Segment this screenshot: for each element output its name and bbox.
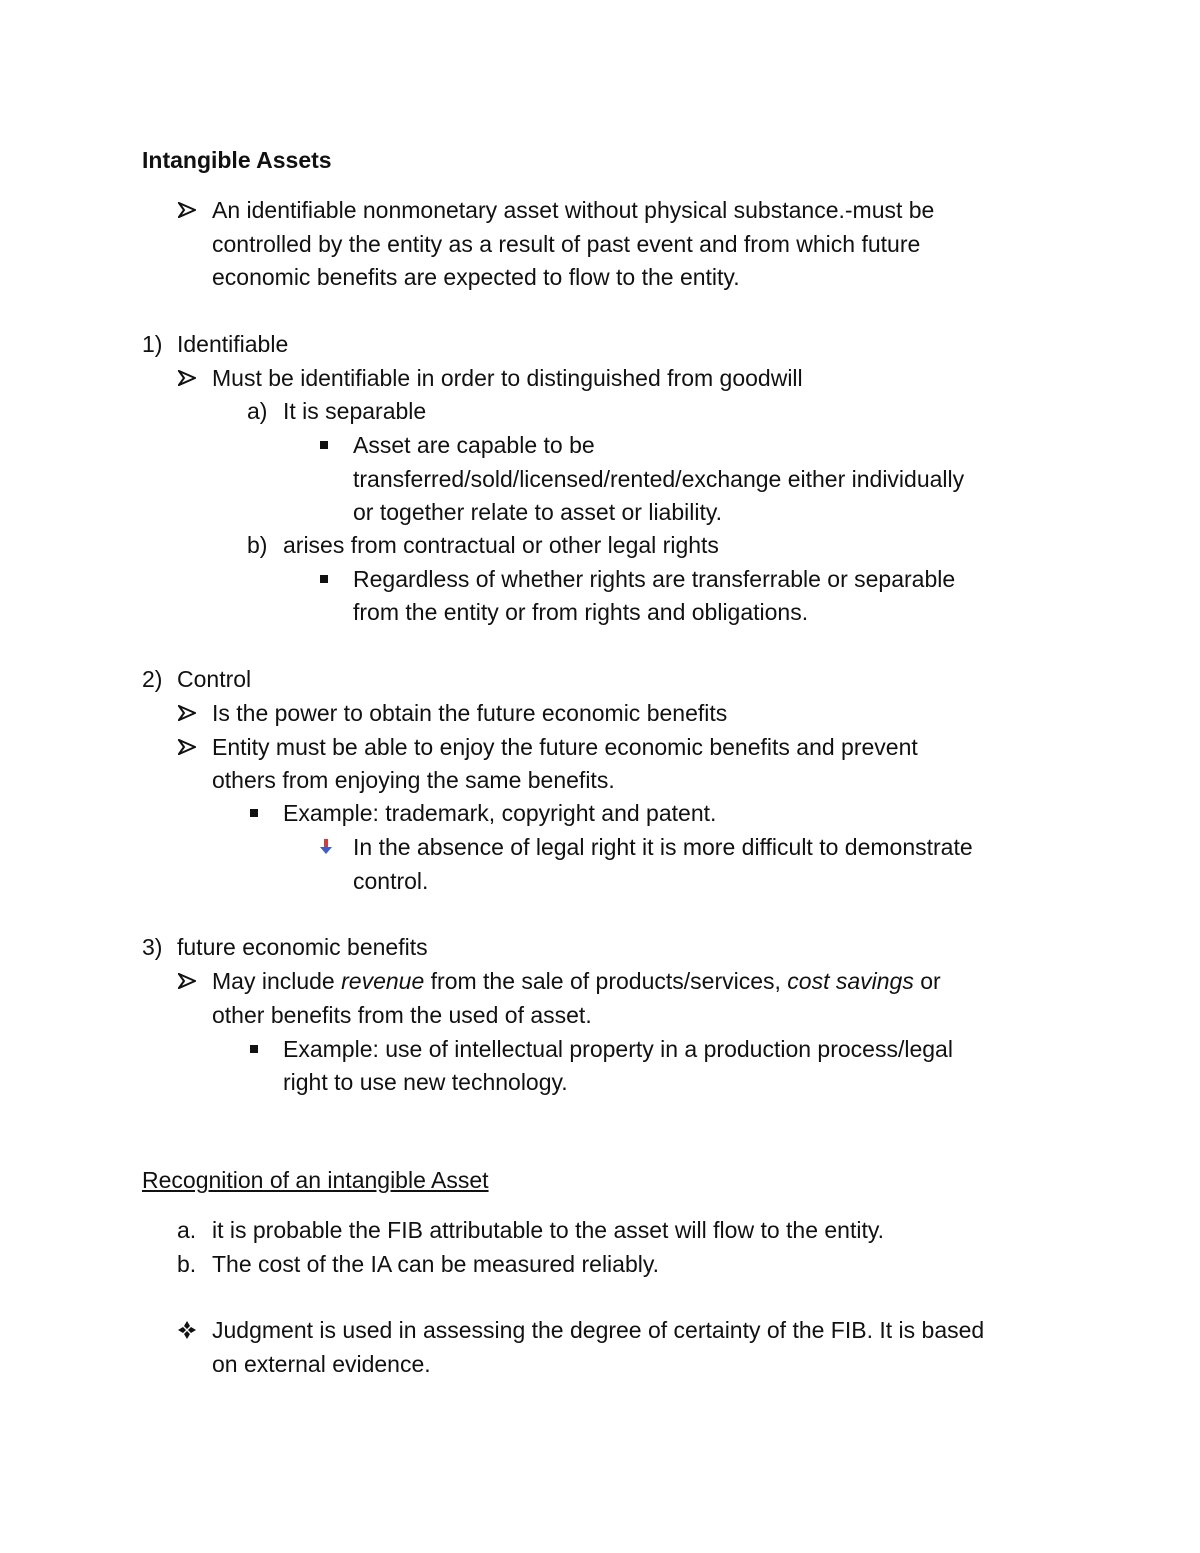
recognition-heading: Recognition of an intangible Asset xyxy=(142,1167,489,1193)
recognition-item-a: it is probable the FIB attributable to the asset will flow to the entity. xyxy=(212,1217,885,1243)
benefits-example-line-1: Example: use of intellectual property in a production process/legal xyxy=(283,1036,953,1062)
section-heading-control: Control xyxy=(177,666,252,692)
benefits-text-part: or xyxy=(913,968,941,994)
section-heading-future-benefits: future economic benefits xyxy=(177,934,428,960)
judgment-line-2: on external evidence. xyxy=(212,1351,431,1377)
recognition-item-b: The cost of the IA can be measured reliably. xyxy=(212,1251,660,1277)
sub-letter: a) xyxy=(247,398,268,424)
control-example: Example: trademark, copyright and patent. xyxy=(283,800,717,826)
benefits-bullet-line-2: other benefits from the used of asset. xyxy=(212,1002,592,1028)
benefits-example-line-2: right to use new technology. xyxy=(283,1069,568,1095)
sub-item-legal-rights: arises from contractual or other legal rights xyxy=(283,532,719,558)
control-bullet-2-line-1: Entity must be able to enjoy the future economic benefits and prevent xyxy=(212,734,918,760)
section-number: 3) xyxy=(142,934,163,960)
section-heading-identifiable: Identifiable xyxy=(177,331,289,357)
benefits-text-part: May include xyxy=(212,968,342,994)
judgment-line-1: Judgment is used in assessing the degree of certainty of the FIB. It is based xyxy=(212,1317,985,1343)
definition-line-3: economic benefits are expected to flow to the entity. xyxy=(212,264,740,290)
definition-line-1: An identifiable nonmonetary asset without physical substance.-must be xyxy=(212,197,935,223)
separable-detail-line-1: Asset are capable to be xyxy=(353,432,595,458)
revenue-emphasis: revenue xyxy=(341,968,425,994)
separable-detail-line-3: or together relate to asset or liability. xyxy=(353,499,723,525)
control-bullet-2-line-2: others from enjoying the same benefits. xyxy=(212,767,615,793)
sub-item-separable: It is separable xyxy=(283,398,427,424)
identifiable-bullet: Must be identifiable in order to distinguished from goodwill xyxy=(212,365,803,391)
recognition-letter: a. xyxy=(177,1217,197,1243)
sub-letter: b) xyxy=(247,532,268,558)
cost-savings-emphasis: cost savings xyxy=(787,968,914,994)
benefits-bullet-line-1 xyxy=(212,967,941,995)
control-note-line-2: control. xyxy=(353,868,429,894)
control-note-line-1: In the absence of legal right it is more difficult to demonstrate xyxy=(353,834,973,860)
separable-detail-line-2: transferred/sold/licensed/rented/exchange either individually xyxy=(353,466,965,492)
control-bullet-1: Is the power to obtain the future economic benefits xyxy=(212,700,728,726)
benefits-text-part: from the sale of products/services, xyxy=(424,968,788,994)
section-number: 2) xyxy=(142,666,163,692)
legal-rights-detail-line-1: Regardless of whether rights are transferrable or separable xyxy=(353,566,956,592)
legal-rights-detail-line-2: from the entity or from rights and obligations. xyxy=(353,599,809,625)
page-title: Intangible Assets xyxy=(142,147,332,173)
recognition-letter: b. xyxy=(177,1251,197,1277)
definition-line-2: controlled by the entity as a result of past event and from which future xyxy=(212,231,921,257)
section-number: 1) xyxy=(142,331,163,357)
